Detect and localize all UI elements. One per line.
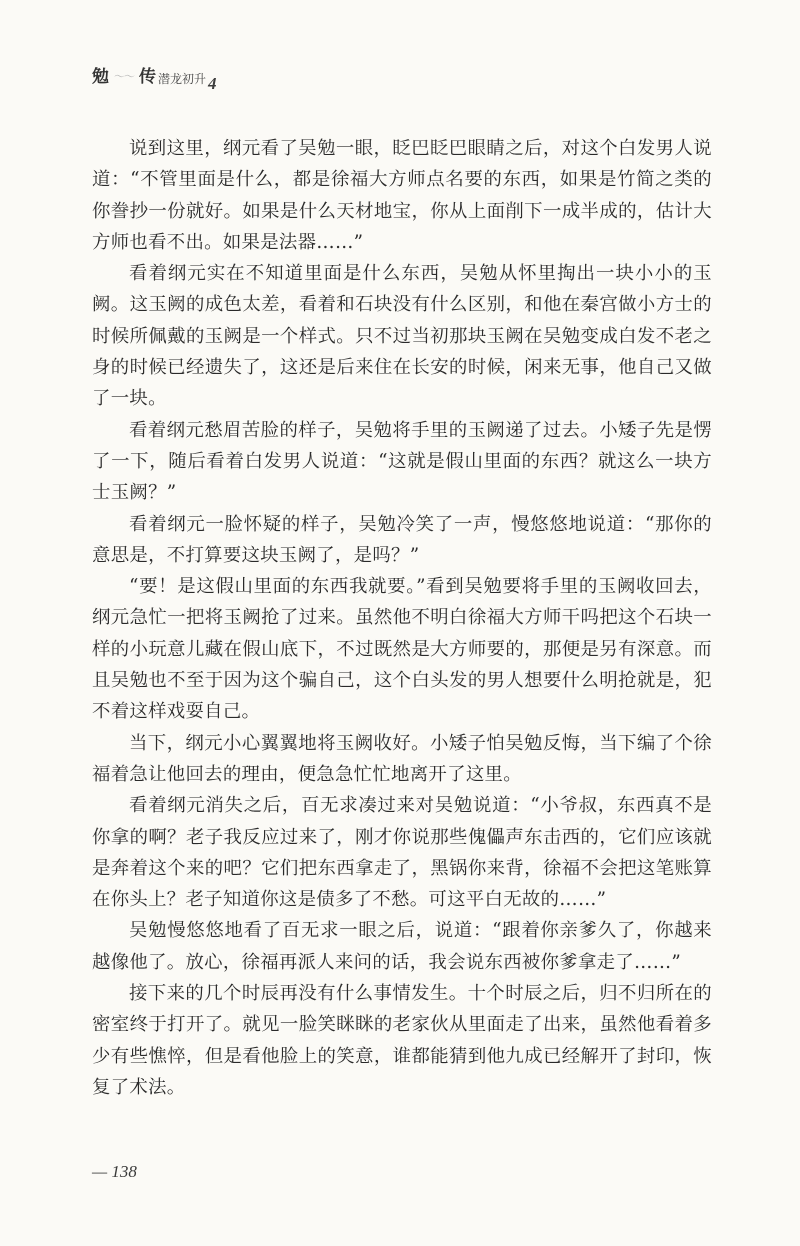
header-decoration: ～～ xyxy=(114,70,134,83)
paragraph: 说到这里，纲元看了吴勉一眼，眨巴眨巴眼睛之后，对这个白发男人说道：“不管里面是什么，都是徐福大方师点名要的东西，如果是竹简之类的你誊抄一份就好。如果是什么天材地宝，你从上面削下一成半成的，估计大方师也看不出。如果是法器……” xyxy=(92,138,712,253)
paragraph: 看着纲元一脸怀疑的样子，吴勉冷笑了一声，慢悠悠地说道：“那你的意思是，不打算要这块玉阙了，是吗？” xyxy=(92,513,712,566)
paragraph: 接下来的几个时辰再没有什么事情发生。十个时辰之后，归不归所在的密室终于打开了。就见一脸笑眯眯的老家伙从里面走了出来，虽然他看着多少有些憔悴，但是看他脸上的笑意，谁都能猜到他九成已经解开了封印，恢复了术法。 xyxy=(92,983,712,1098)
body-text xyxy=(92,133,712,1103)
header-title-char-2: 传 xyxy=(139,67,156,87)
paragraph: “要！是这假山里面的东西我就要。”看到吴勉要将手里的玉阙收回去，纲元急忙一把将玉阙抢了过来。虽然他不明白徐福大方师干吗把这个石块一样的小玩意儿藏在假山底下，不过既然是大方师要的，那便是另有深意。而且吴勉也不至于因为这个骗自己，这个白头发的男人想要什么明抢就是，犯不着这样戏耍自己。 xyxy=(92,576,712,723)
paragraph: 当下，纲元小心翼翼地将玉阙收好。小矮子怕吴勉反悔，当下编了个徐福着急让他回去的理由，便急急忙忙地离开了这里。 xyxy=(92,732,712,785)
header-subtitle: 潜龙初升 xyxy=(158,72,207,86)
header-title-char-1: 勉 xyxy=(92,67,109,87)
paragraph: 看着纲元消失之后，百无求凑过来对吴勉说道：“小爷叔，东西真不是你拿的啊？老子我反应过来了，刚才你说那些傀儡声东击西的，它们应该就是奔着这个来的吧？它们把东西拿走了，黑锅你来背，徐福不会把这笔账算在你头上？老子知道你这是债多了不愁。可这平白无故的……” xyxy=(92,795,712,911)
page-number: — 138 xyxy=(92,1162,137,1181)
paragraph: 看着纲元愁眉苦脸的样子，吴勉将手里的玉阙递了过去。小矮子先是愣了一下，随后看着白发男人说道：“这就是假山里面的东西？就这么一块方士玉阙？” xyxy=(92,419,712,504)
running-header xyxy=(92,52,217,93)
header-volume-number: 4 xyxy=(208,74,217,93)
paragraph: 吴勉慢悠悠地看了百无求一眼之后，说道：“跟着你亲爹久了，你越来越像他了。放心，徐福再派人来问的话，我会说东西被你爹拿走了……” xyxy=(92,920,712,973)
paragraph: 看着纲元实在不知道里面是什么东西，吴勉从怀里掏出一块小小的玉阙。这玉阙的成色太差，看着和石块没有什么区别，和他在秦宫做小方士的时候所佩戴的玉阙是一个样式。只不过当初那块玉阙在吴勉变成白发不老之身的时候已经遗失了，这还是后来住在长安的时候，闲来无事，他自己又做了一块。 xyxy=(92,263,712,410)
